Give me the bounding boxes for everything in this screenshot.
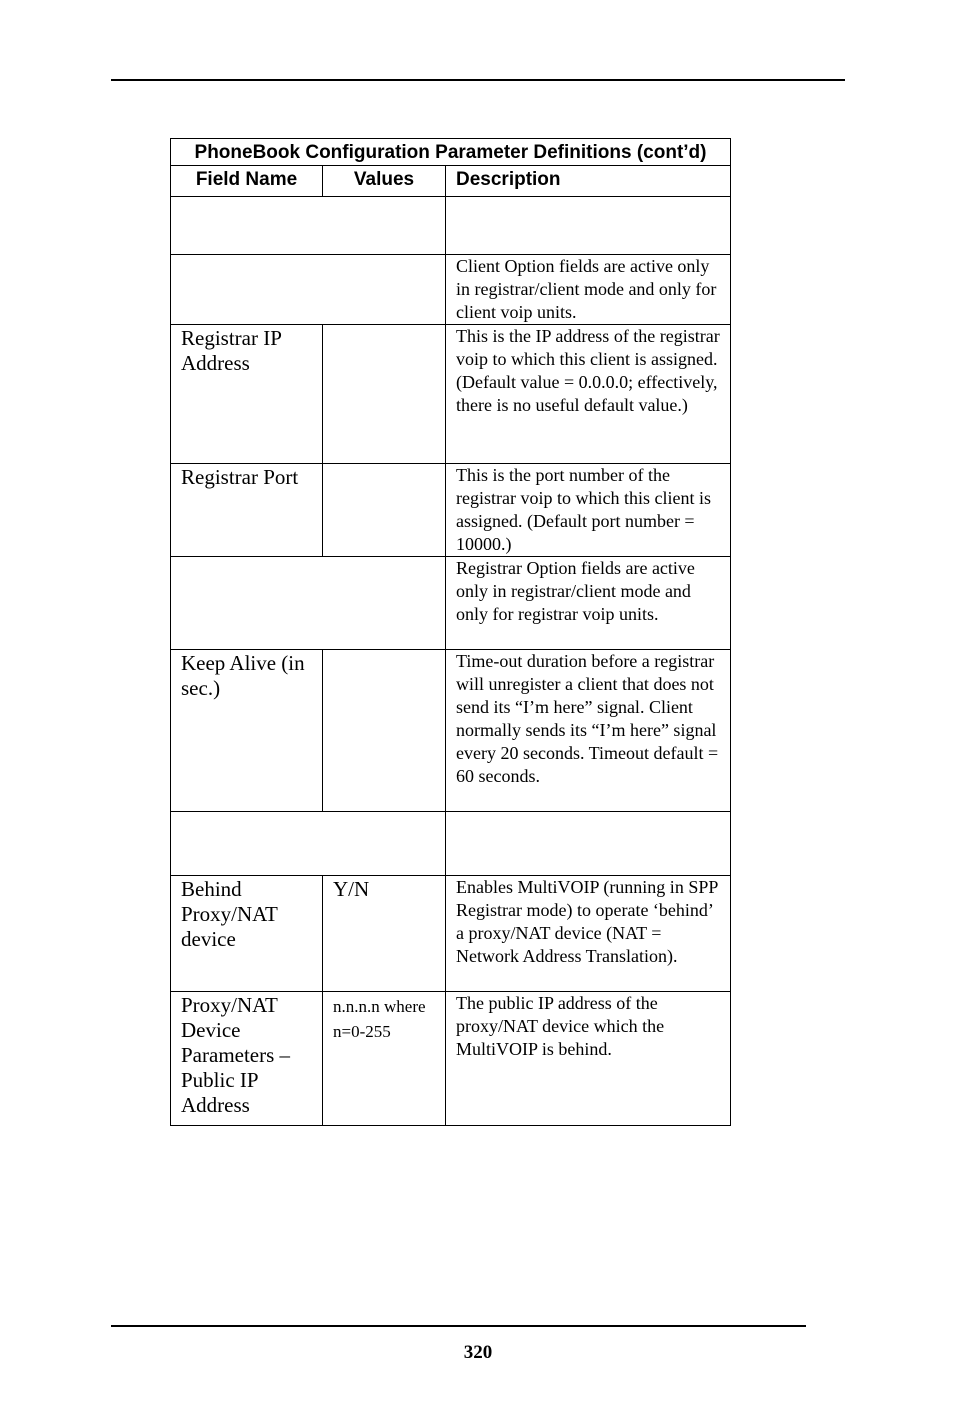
- values-cell: [323, 650, 446, 812]
- table-row: [171, 992, 731, 1126]
- column-header-values: Values: [323, 166, 446, 197]
- parameter-table: [170, 138, 731, 1126]
- description-cell: Enables MultiVOIP (running in SPP Registrar mode) to operate ‘behind’ a proxy/NAT device (NAT = Network Address Translation).: [446, 876, 731, 992]
- description-cell: Time-out duration before a registrar will unregister a client that does not send its “I’m here” signal. Client normally sends its “I’m here” signal every 20 seconds. Timeout default = 60 seconds.: [446, 650, 731, 812]
- table-row: [171, 325, 731, 464]
- values-cell: [323, 464, 446, 557]
- field-name-cell: Behind Proxy/NAT device: [171, 876, 323, 992]
- field-name-cell: Proxy/NAT Device Parameters – Public IP Address: [171, 992, 323, 1126]
- footer-rule: [111, 1325, 806, 1327]
- table-row: [171, 255, 731, 325]
- section-cell: [171, 812, 446, 876]
- description-cell: Client Option fields are active only in registrar/client mode and only for client voip units.: [446, 255, 731, 325]
- table-row: [171, 650, 731, 812]
- description-cell: This is the port number of the registrar voip to which this client is assigned. (Default port number = 10000.): [446, 464, 731, 557]
- description-cell: [446, 812, 731, 876]
- field-name-cell: Keep Alive (in sec.): [171, 650, 323, 812]
- table-row: [171, 197, 731, 255]
- table-row: [171, 557, 731, 650]
- values-cell: n.n.n.n where n=0-255: [323, 992, 446, 1126]
- table-row: [171, 464, 731, 557]
- column-header-field-name: Field Name: [171, 166, 323, 197]
- column-header-description: Description: [446, 166, 731, 197]
- table-header-row: [171, 166, 731, 197]
- description-cell: This is the IP address of the registrar voip to which this client is assigned. (Default value = 0.0.0.0; effectively, there is no useful default value.): [446, 325, 731, 464]
- section-cell: [171, 255, 446, 325]
- header-rule: [111, 79, 845, 81]
- values-cell: Y/N: [323, 876, 446, 992]
- table-title-row: [171, 139, 731, 166]
- field-name-cell: Registrar IP Address: [171, 325, 323, 464]
- description-cell: [446, 197, 731, 255]
- field-name-cell: Registrar Port: [171, 464, 323, 557]
- table-row: [171, 812, 731, 876]
- values-cell: [323, 325, 446, 464]
- description-cell: Registrar Option fields are active only in registrar/client mode and only for registrar voip units.: [446, 557, 731, 650]
- section-cell: [171, 557, 446, 650]
- section-cell: [171, 197, 446, 255]
- page-number: 320: [463, 1342, 493, 1363]
- table-row: [171, 876, 731, 992]
- description-cell: The public IP address of the proxy/NAT device which the MultiVOIP is behind.: [446, 992, 731, 1126]
- table-title: PhoneBook Configuration Parameter Definitions (cont’d): [171, 139, 731, 166]
